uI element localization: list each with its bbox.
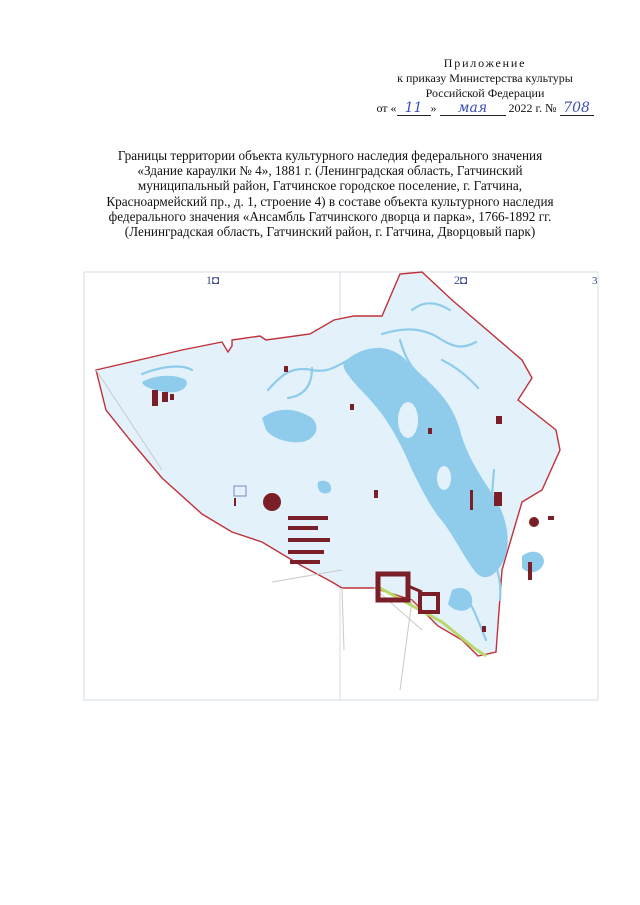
handwritten-order-number: 708 — [560, 102, 594, 116]
territory-map — [82, 270, 602, 702]
date-prefix: от « — [376, 101, 397, 115]
title-line-1: Границы территории объекта культурного наследия федерального значения — [117, 148, 543, 163]
sheet-label-1: 1◘ — [206, 273, 220, 287]
title-line-6: (Ленинградская область, Гатчинский район, г. Гатчина, Дворцовый парк) — [124, 224, 536, 240]
pond-east — [522, 552, 544, 573]
ministry-name: Российской Федерации — [425, 86, 545, 100]
title-line-2: «Здание караулки № 4», 1881 г. (Ленинградская область, Гатчинский — [137, 163, 523, 179]
order-date-line — [340, 101, 630, 116]
lake-island-2 — [437, 466, 451, 490]
handwritten-day: 11 — [397, 102, 431, 116]
appendix-header — [340, 56, 630, 116]
year-suffix: 2022 г. № — [508, 101, 557, 115]
title-line-5: федерального значения «Ансамбль Гатчинского дворца и парка», 1766-1892 гг. — [108, 208, 552, 224]
handwritten-month: мая — [440, 102, 506, 116]
map-svg — [82, 270, 602, 702]
sheet-label-2: 2◘ — [454, 273, 468, 287]
title-line-4: Красноармейский пр., д. 1, строение 4) в составе объекта культурного наследия — [106, 193, 554, 209]
title-line-3: муниципальный район, Гатчинское городское поселение, г. Гатчина, — [137, 178, 523, 194]
sheet-label-3: 3 — [592, 275, 598, 287]
document-title — [70, 148, 590, 239]
appendix-label: Приложение — [443, 56, 527, 70]
park-boundary — [96, 272, 560, 656]
quote-close: » — [430, 101, 437, 115]
lake-island-1 — [398, 402, 418, 438]
order-reference: к приказу Министерства культуры — [397, 71, 573, 85]
